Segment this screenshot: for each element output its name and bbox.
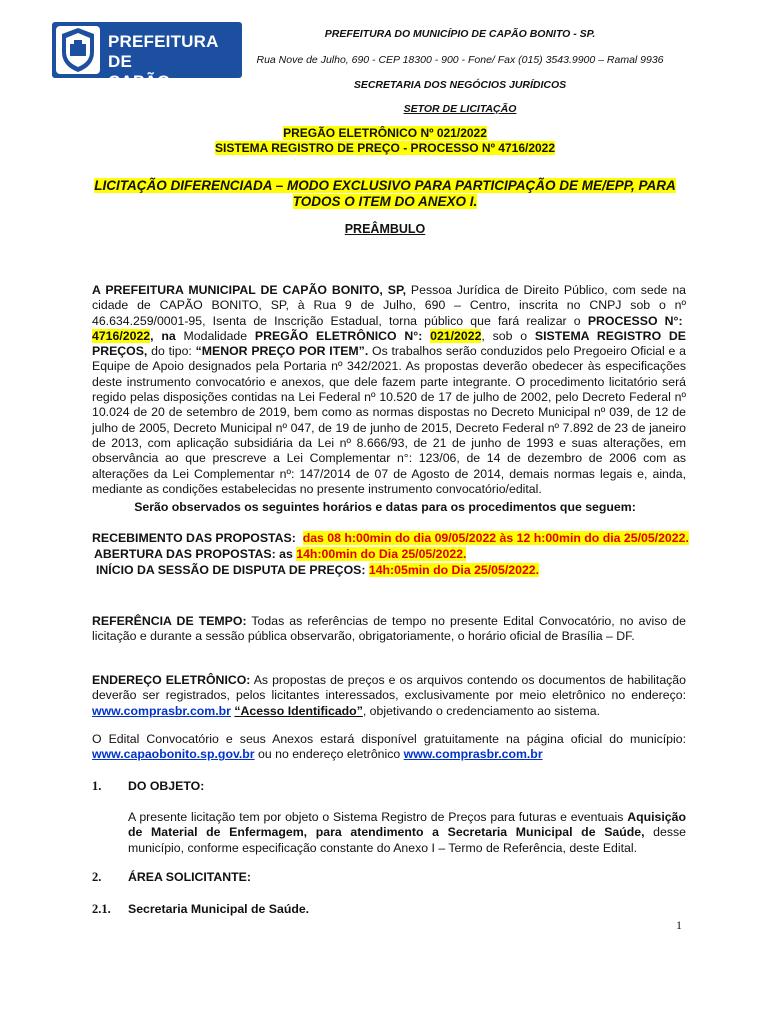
referencia-text: Todas as referências de tempo no presente Edital Convocatório, no aviso de licitação e durante a sessão pública observarão, obrigatoriamente, o horário oficial de Brasília – DF. [92, 614, 686, 644]
section-2-1-title: Secretaria Municipal de Saúde. [128, 902, 310, 916]
preamble-pregao-number: 021/2022 [430, 328, 482, 343]
title-sistema: SISTEMA REGISTRO DE PREÇO - PROCESSO Nº 4716/2022 [214, 141, 556, 155]
section-2-1-number: 2.1. [92, 902, 111, 916]
schedule-inicio [92, 562, 689, 578]
preamble-srp: SISTEMA REGISTRO DE PREÇOS, [92, 328, 687, 359]
preamble-tipo: do tipo: [147, 344, 196, 359]
header-address: Rua Nove de Julho, 690 - CEP 18300 - 900 - Fone/ Fax (015) 3543.9900 – Ramal 9936 [256, 54, 664, 66]
edital-paragraph [92, 732, 686, 763]
logo-text [108, 32, 242, 112]
edital-mid: ou no endereço eletrônico [254, 747, 404, 762]
comprasbr-link-2[interactable]: www.comprasbr.com.br [403, 747, 543, 762]
logo [52, 22, 242, 111]
acesso-identificado: “Acesso Identificado” [234, 703, 363, 718]
preamble-paragraph [92, 283, 686, 497]
licitacao-line2: TODOS O ITEM DO ANEXO I. [292, 194, 478, 209]
header-title: PREFEITURA DO MUNICÍPIO DE CAPÃO BONITO - SP. [324, 28, 596, 40]
referencia-paragraph [92, 614, 686, 645]
logo-line1: PREFEITURA DE [108, 32, 218, 71]
schedule-list [92, 530, 689, 578]
schedule-recebimento [92, 530, 689, 546]
preamble-modalidade: Modalidade [175, 328, 255, 343]
inicio-label: INÍCIO DA SESSÃO DE DISPUTA DE PREÇOS: [96, 563, 366, 577]
schedule-abertura [92, 546, 689, 562]
page-number: 1 [676, 918, 682, 932]
section-2-number: 2. [92, 870, 102, 884]
abertura-value: 14h:00min do Dia 25/05/2022. [296, 547, 467, 561]
abertura-label: ABERTURA DAS PROPOSTAS: as [94, 547, 293, 561]
section-1-text [128, 810, 686, 856]
inicio-value: 14h:05min do Dia 25/05/2022. [368, 563, 540, 577]
preamble-sob: , sob o [481, 328, 535, 343]
edital-text: O Edital Convocatório e seus Anexos estará disponível gratuitamente na página oficial do município: [92, 732, 686, 746]
preamble-text-1: Pessoa Jurídica de Direito Público, com sede na cidade de CAPÃO BONITO, SP, à Rua 9 de Julho, 690 – Centro, inscrita no CNPJ sob o nº 46.634.259/0001-95, Isenta de Inscrição Estadual, torna público que fará realizar o [92, 283, 686, 328]
referencia-label: REFERÊNCIA DE TEMPO: [92, 614, 247, 628]
preamble-processo-label: PROCESSO N°: [587, 313, 683, 328]
logo-line2: CAPÃO BONITO [108, 72, 176, 111]
title-block [0, 126, 770, 156]
endereco-label: ENDEREÇO ELETRÔNICO: [92, 673, 251, 687]
licitacao-line1: LICITAÇÃO DIFERENCIADA – MODO EXCLUSIVO PARA PARTICIPAÇÃO DE ME/EPP, PARA [94, 178, 676, 193]
header-setor: SETOR DE LICITAÇÃO [403, 103, 517, 115]
capaobonito-link[interactable]: www.capaobonito.sp.gov.br [92, 747, 255, 762]
preamble-menor-preco: “MENOR PREÇO POR ITEM”. [195, 344, 369, 359]
preamble-text-2: Os trabalhos serão conduzidos pelo Pregoeiro Oficial e a Equipe de Apoio designados pela Portaria nº 342/2021. As propostas deverão obedecer às especificações deste instrumento convocatório e anexos, que dele fazem parte integrante. O procedimento licitatório será regido pelas disposições contidas na Lei Federal nº 10.520 de 17 de julho de 2002, pelo Decreto Federal nº 10.024 de 20 de setembro de 2019, bem como as normas dispostas no Decreto Municipal nº 039, de 12 de julho de 2005, Decreto Municipal nº 047, de 19 de junho de 2015, Decreto Federal nº 7.892 de 23 de janeiro de 2013, com aplicação subsidiária da Lei nº 8.666/93, de 21 de junho de 1993 e suas alterações, em observância ao que prescreve a Lei Complementar n°: 123/06, de 14 de dezembro de 2006 com as alterações da Lei Complementar nº: 147/2014 de 07 de Agosto de 2014, demais normas legais e, ainda, mediante as condições estabelecidas no presente instrumento convocatório/edital. [92, 344, 686, 496]
recebimento-value: das 08 h:00min do dia 09/05/2022 às 12 h:00min do dia 25/05/2022. [302, 531, 689, 545]
preamble-processo-number: 4716/2022 [92, 328, 151, 343]
endereco-text-2: , objetivando o credenciamento ao sistema. [362, 703, 601, 718]
preamble-pregao-label: PREGÃO ELETRÔNICO N°: [254, 328, 423, 343]
section-2-title: ÁREA SOLICITANTE: [128, 870, 251, 884]
title-pregao: PREGÃO ELETRÔNICO Nº 021/2022 [283, 126, 487, 140]
comprasbr-link[interactable]: www.comprasbr.com.br [92, 703, 231, 718]
preamble-entity: A PREFEITURA MUNICIPAL DE CAPÃO BONITO, SP, [92, 283, 406, 297]
endereco-text: As propostas de preços e os arquivos contendo os documentos de habilitação deverão ser registrados, pelos licitantes interessados, exclusivamente por meio eletrônico no endereço: [92, 673, 686, 703]
endereco-paragraph [92, 673, 686, 719]
schedule-intro: Serão observados os seguintes horários e datas para os procedimentos que seguem: [134, 500, 636, 514]
section-1-title: DO OBJETO: [128, 779, 205, 793]
preamble-na: , na [150, 328, 176, 343]
header-secretaria: SECRETARIA DOS NEGÓCIOS JURÍDICOS [353, 79, 567, 91]
section-1-bold: Aquisição de Material de Enfermagem, para atendimento a Secretaria Municipal de Saúde, [128, 810, 686, 840]
section-1-number: 1. [92, 779, 102, 793]
section-1-text-2: desse município, conforme especificação constante do Anexo I – Termo de Referência, deste Edital. [128, 825, 686, 855]
section-1-text-1: A presente licitação tem por objeto o Sistema Registro de Preços para futuras e eventuais [128, 810, 628, 824]
licitacao-block [0, 178, 770, 210]
preambulo-title: PREÂMBULO [344, 222, 426, 236]
recebimento-label: RECEBIMENTO DAS PROPOSTAS: [92, 531, 296, 545]
